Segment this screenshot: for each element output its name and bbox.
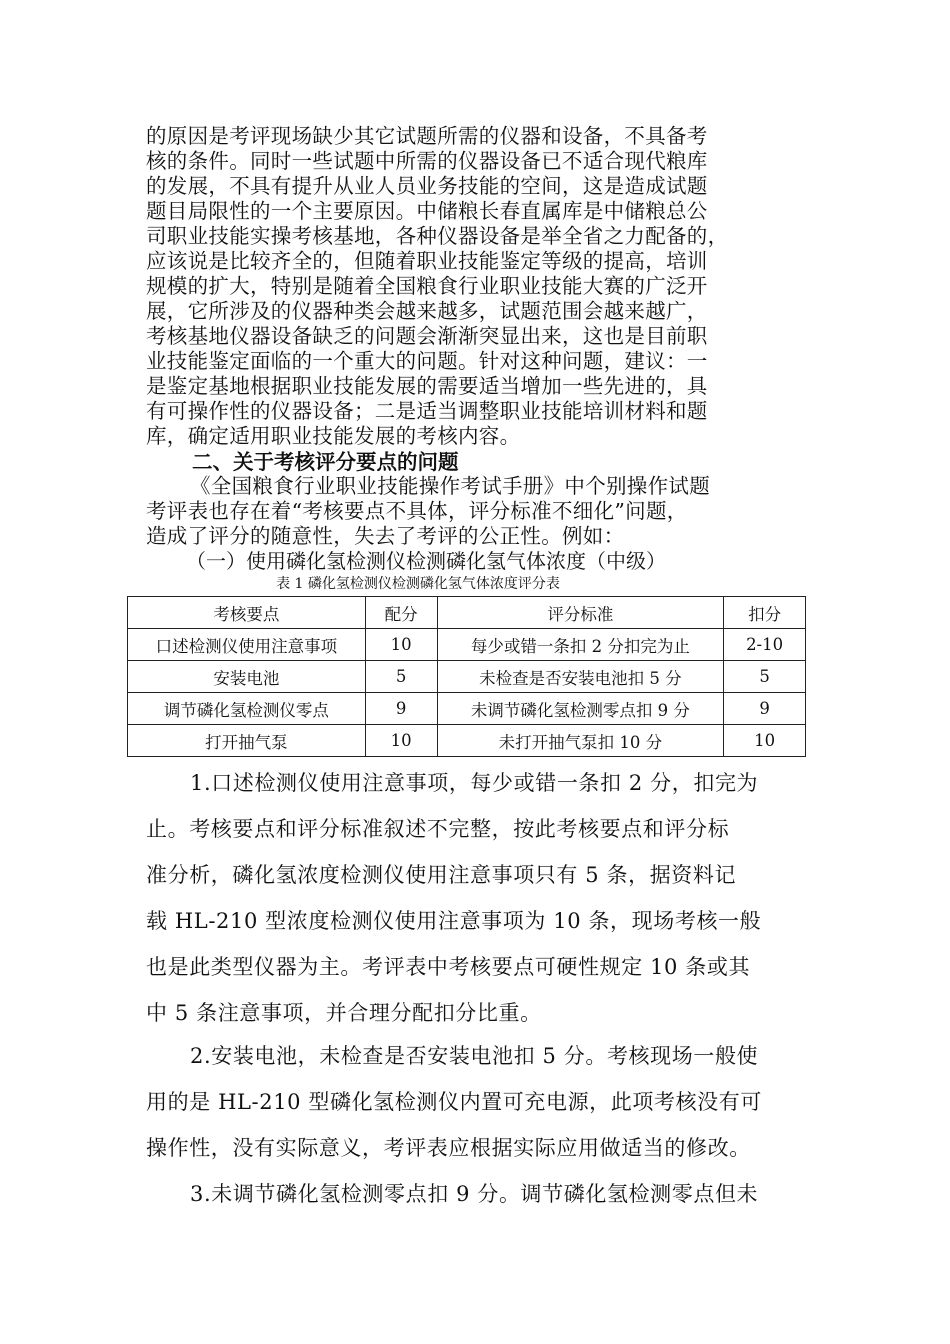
table-cell: 未调节磷化氢检测零点扣 9 分 [437,693,724,725]
paragraph-1 [146,124,810,449]
table-row [128,693,806,725]
table-header-cell: 考核要点 [128,597,366,629]
table-header-cell: 评分标准 [437,597,724,629]
table-row [128,629,806,661]
paragraph-line: 准分析，磷化氢浓度检测仪使用注意事项只有 5 条，据资料记 [146,863,737,887]
paragraph-line: 考评表也存在着“考核要点不具体，评分标准不细化”问题， [146,499,688,523]
table-cell: 10 [724,725,806,757]
paragraph-line: 造成了评分的随意性，失去了考评的公正性。例如： [146,524,625,548]
section-heading: 二、关于考核评分要点的问题 [192,450,459,474]
table-cell: 10 [365,725,437,757]
paragraph-line: 题目局限性的一个主要原因。中储粮长春直属库是中储粮总公 [146,199,708,223]
paragraph-line: 核的条件。同时一些试题中所需的仪器设备已不适合现代粮库 [146,149,708,173]
table-cell: 调节磷化氢检测仪零点 [128,693,366,725]
paragraph-line: 中 5 条注意事项，并合理分配扣分比重。 [146,1001,542,1025]
paragraph-line: 库，确定适用职业技能发展的考核内容。 [146,424,521,448]
paragraph-line: 操作性，没有实际意义，考评表应根据实际应用做适当的修改。 [146,1136,751,1160]
table-cell: 9 [365,693,437,725]
paragraph-line: 的发展，不具有提升从业人员业务技能的空间，这是造成试题 [146,174,708,198]
paragraph-line: 业技能鉴定面临的一个重大的问题。针对这种问题，建议：一 [146,349,708,373]
paragraph-line: 有可操作性的仪器设备；二是适当调整职业技能培训材料和题 [146,399,708,423]
table-caption: 表 1 磷化氢检测仪检测磷化氢气体浓度评分表 [276,576,560,592]
table-cell: 9 [724,693,806,725]
table-cell: 口述检测仪使用注意事项 [128,629,366,661]
paragraph-line: 的原因是考评现场缺少其它试题所需的仪器和设备，不具备考 [146,124,708,148]
table-cell: 2-10 [724,629,806,661]
table-cell: 5 [724,661,806,693]
table-cell: 安装电池 [128,661,366,693]
paragraph-line: 止。考核要点和评分标准叙述不完整，按此考核要点和评分标 [146,817,730,841]
paragraph-line: 展，它所涉及的仪器种类会越来越多，试题范围会越来越广， [146,299,708,323]
table-cell: 未检查是否安装电池扣 5 分 [437,661,724,693]
table-header-cell: 配分 [365,597,437,629]
paragraph-line: 2.安装电池，未检查是否安装电池扣 5 分。考核现场一般使 [190,1044,759,1068]
table-cell: 打开抽气泵 [128,725,366,757]
paragraph-line: 也是此类型仪器为主。考评表中考核要点可硬性规定 10 条或其 [146,955,751,979]
paragraph-line: 3.未调节磷化氢检测零点扣 9 分。调节磷化氢检测零点但未 [190,1182,759,1206]
table-cell: 5 [365,661,437,693]
table-cell: 未打开抽气泵扣 10 分 [437,725,724,757]
paragraph-line: 是鉴定基地根据职业技能发展的需要适当增加一些先进的，具 [146,374,708,398]
sub-heading: （一）使用磷化氢检测仪检测磷化氢气体浓度（中级） [186,549,666,573]
table-row [128,725,806,757]
paragraph-line: 载 HL-210 型浓度检测仪使用注意事项为 10 条，现场考核一般 [146,909,762,933]
table-cell: 每少或错一条扣 2 分扣完为止 [437,629,724,661]
paragraph-line: 应该说是比较齐全的，但随着职业技能鉴定等级的提高，培训 [146,249,708,273]
paragraph-4 [146,1033,810,1217]
paragraph-line: 规模的扩大，特别是随着全国粮食行业职业技能大赛的广泛开 [146,274,708,298]
table-header-row [128,597,806,629]
table-header-cell: 扣分 [724,597,806,629]
paragraph-2 [146,474,810,549]
paragraph-line: 1.口述检测仪使用注意事项，每少或错一条扣 2 分，扣完为 [190,771,759,795]
paragraph-line: 用的是 HL-210 型磷化氢检测仪内置可充电源，此项考核没有可 [146,1090,762,1114]
score-table [127,596,806,757]
paragraph-line: 司职业技能实操考核基地，各种仪器设备是举全省之力配备的， [146,224,729,248]
paragraph-line: 考核基地仪器设备缺乏的问题会渐渐突显出来，这也是目前职 [146,324,708,348]
table-row [128,661,806,693]
paragraph-line: 《全国粮食行业职业技能操作考试手册》中个别操作试题 [190,474,710,498]
table-cell: 10 [365,629,437,661]
paragraph-3 [146,760,810,1036]
